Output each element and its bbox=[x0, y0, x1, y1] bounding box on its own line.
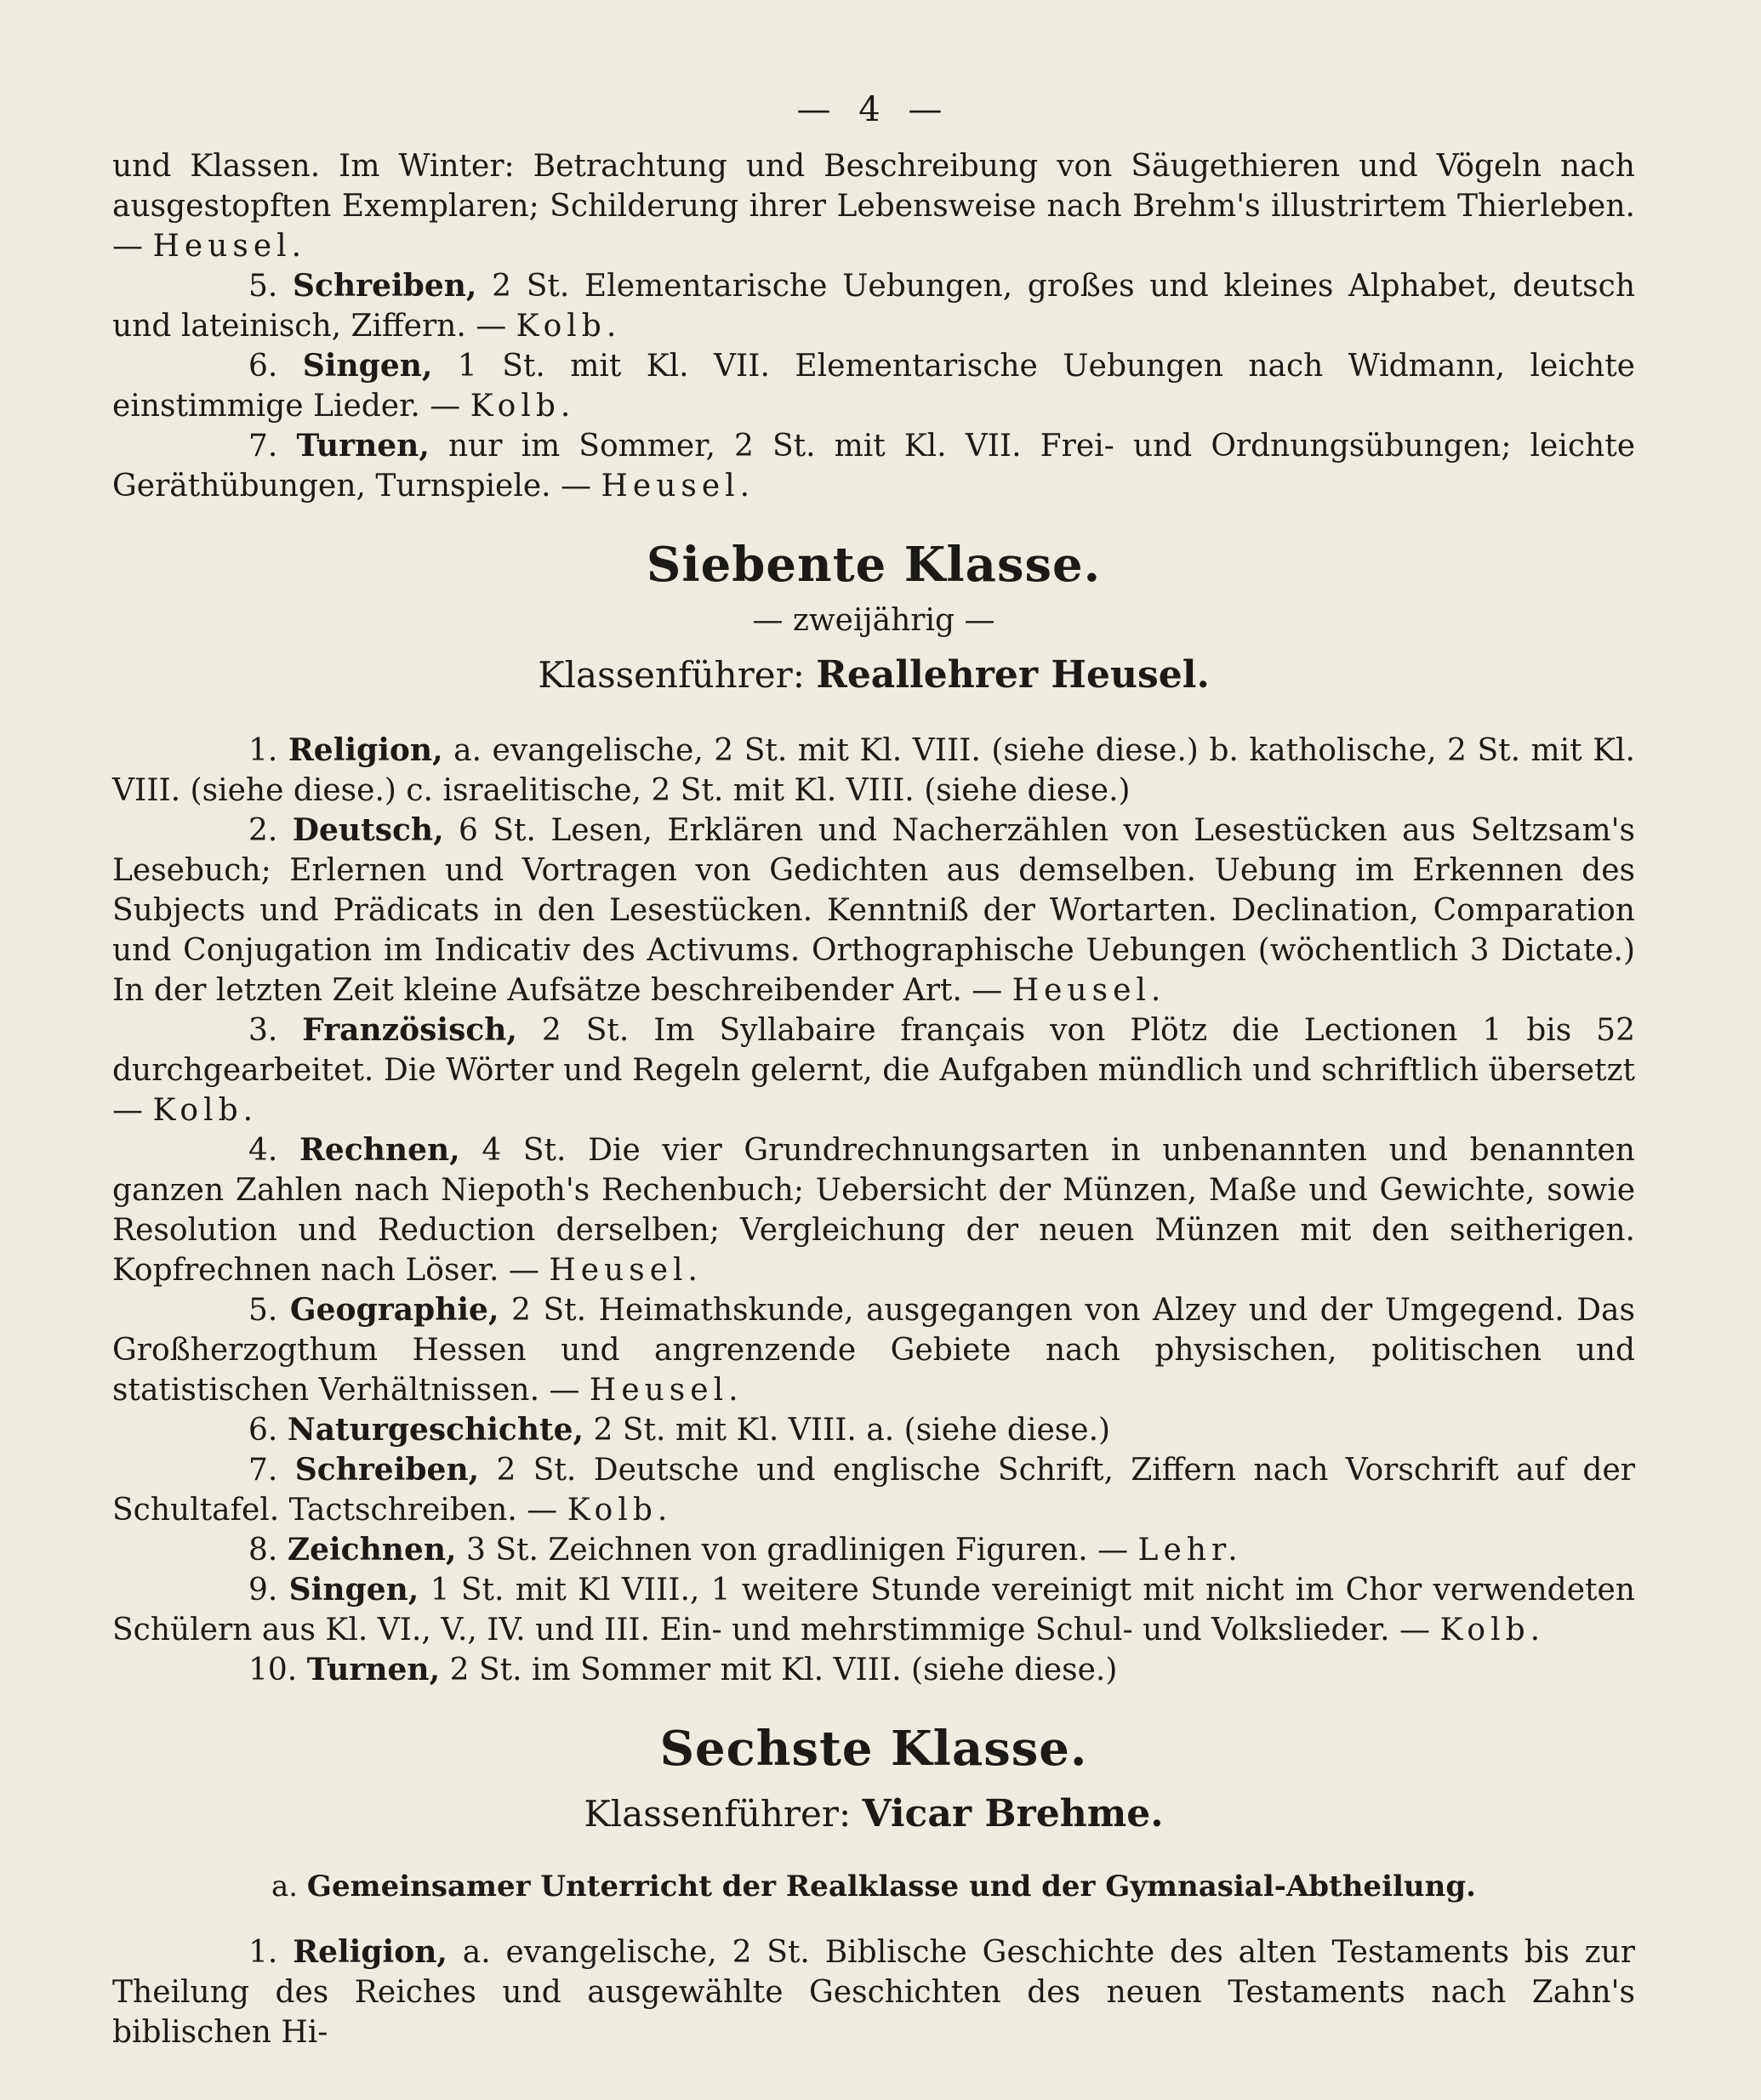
subject-name: Deutsch, bbox=[292, 812, 444, 848]
subject-entry bbox=[112, 1932, 1635, 2052]
leader-label: Klassenführer: bbox=[538, 654, 805, 696]
section-title: Gemeinsamer Unterricht der Realklasse und der Gymnasial-Abtheilung. bbox=[306, 1870, 1476, 1904]
teacher-name: Heusel. bbox=[152, 229, 307, 264]
page-number: — 4 — bbox=[796, 90, 951, 129]
entry-text: 2 St. Elementarische Uebungen, großes und kleines Alphabet, deutsch und lateinisch, Ziffern. — bbox=[112, 269, 1635, 344]
subject-entry bbox=[112, 1650, 1635, 1690]
class-leader bbox=[112, 1792, 1635, 1835]
entry-text: 1 St. mit Kl. VII. Elementarische Uebungen nach Widmann, leichte einstimmige Lieder. — bbox=[112, 349, 1635, 424]
teacher-name: Kolb. bbox=[470, 389, 576, 424]
teacher-name: Kolb. bbox=[152, 1093, 259, 1128]
class-title-sixth: Sechste Klasse. bbox=[659, 1721, 1088, 1777]
teacher-name: Heusel. bbox=[549, 1253, 703, 1288]
section-prefix: a. bbox=[271, 1870, 299, 1904]
leader-name: Reallehrer Heusel. bbox=[816, 653, 1210, 697]
entry-number: 5. bbox=[248, 269, 278, 304]
entry-number: 2. bbox=[248, 813, 278, 848]
teacher-name: Kolb. bbox=[1439, 1613, 1546, 1648]
subject-name: Schreiben, bbox=[294, 1452, 480, 1488]
subject-entry bbox=[112, 1450, 1635, 1530]
subject-name: Schreiben, bbox=[293, 268, 477, 304]
subject-entry bbox=[112, 1530, 1635, 1570]
entry-text: 2 St. Im Syllabaire français von Plötz die Lectionen 1 bis 52 durchgearbeitet. Die Wörter und Regeln gelernt, die Aufgaben mündlich und schriftlich übersetzt — bbox=[112, 1013, 1635, 1128]
entry-text: 2 St. Deutsche und englische Schrift, Ziffern nach Vorschrift auf der Schultafel. Tactschreiben. — bbox=[112, 1453, 1635, 1528]
section-heading bbox=[112, 1870, 1635, 1904]
teacher-name: Heusel. bbox=[589, 1373, 744, 1408]
entry-number: 7. bbox=[248, 429, 278, 464]
duration-note: — zweijährig — bbox=[752, 603, 995, 638]
entry-number: 7. bbox=[248, 1453, 278, 1488]
continuation-text: und Klassen. Im Winter: Betrachtung und Beschreibung von Säugethieren und Vögeln nach ausgestopften Exemplaren; Schilderung ihrer Lebensweise nach Brehm's illustrirtem Thierleben. — bbox=[112, 149, 1635, 264]
subject-entry bbox=[112, 346, 1635, 426]
subject-entry bbox=[112, 266, 1635, 346]
subject-name: Zeichnen, bbox=[287, 1532, 457, 1568]
entry-number: 8. bbox=[248, 1533, 278, 1568]
teacher-name: Kolb. bbox=[516, 309, 622, 344]
entry-text: 2 St. mit Kl. VIII. a. (siehe diese.) bbox=[593, 1413, 1111, 1448]
entry-number: 6. bbox=[248, 349, 278, 384]
entry-text: a. evangelische, 2 St. mit Kl. VIII. (siehe diese.) b. katholische, 2 St. mit Kl. VIII. (siehe diese.) c. israelitische, 2 St. mit Kl. VIII. (siehe diese.) bbox=[112, 733, 1635, 808]
subject-entry bbox=[112, 1570, 1635, 1650]
entry-text: nur im Sommer, 2 St. mit Kl. VII. Frei- und Ordnungsübungen; leichte Geräthübungen, Turnspiele. — bbox=[112, 429, 1635, 504]
subject-name: Religion, bbox=[288, 732, 443, 768]
entry-number: 4. bbox=[248, 1133, 278, 1168]
subject-entry bbox=[112, 1410, 1635, 1450]
leader-label: Klassenführer: bbox=[584, 1793, 852, 1835]
subject-name: Turnen, bbox=[306, 1652, 441, 1687]
class-title-seventh: Siebente Klasse. bbox=[646, 537, 1102, 593]
teacher-name: Heusel. bbox=[1012, 973, 1166, 1008]
subject-name: Singen, bbox=[302, 348, 433, 384]
subject-name: Singen, bbox=[288, 1572, 419, 1608]
entry-number: 3. bbox=[248, 1013, 278, 1048]
subject-entry bbox=[112, 426, 1635, 506]
entry-number: 9. bbox=[248, 1573, 278, 1608]
subject-name: Religion, bbox=[293, 1934, 447, 1970]
entry-text: 2 St. Heimathskunde, ausgegangen von Alzey und der Umgegend. Das Großherzogthum Hessen und angrenzende Gebiete nach physischen, politischen und statistischen Verhältnissen. — bbox=[112, 1293, 1635, 1408]
entry-number: 6. bbox=[248, 1413, 278, 1448]
subject-name: Rechnen, bbox=[299, 1132, 460, 1168]
subject-name: Naturgeschichte, bbox=[287, 1412, 584, 1448]
leader-name: Vicar Brehme. bbox=[862, 1792, 1164, 1835]
subject-name: Turnen, bbox=[296, 428, 430, 464]
subject-entry bbox=[112, 1290, 1635, 1410]
entry-number: 5. bbox=[248, 1293, 278, 1328]
subject-entry bbox=[112, 731, 1635, 811]
entry-text: 4 St. Die vier Grundrechnungsarten in unbenannten und benannten ganzen Zahlen nach Niepoth's Rechenbuch; Uebersicht der Münzen, Maße und Gewichte, sowie Resolution und Reduction derselben; Vergleichung der neuen Münzen mit den seitherigen. Kopfrechnen nach Löser. — bbox=[112, 1133, 1635, 1288]
subject-entry bbox=[112, 811, 1635, 1010]
class-leader bbox=[112, 653, 1635, 697]
continuation-paragraph bbox=[112, 146, 1635, 266]
subject-entry bbox=[112, 1130, 1635, 1290]
entry-text: 6 St. Lesen, Erklären und Nacherzählen von Lesestücken aus Seltzsam's Lesebuch; Erlernen und Vortragen von Gedichten aus demselben. Uebung im Erkennen des Subjects und Prädicats in den Lesestücken. Kenntniß der Wortarten. Declination, Comparation und Conjugation im Indicativ des Activums. Orthographische Uebungen (wöchentlich 3 Dictate.) In der letzten Zeit kleine Aufsätze beschreibender Art. — bbox=[112, 813, 1635, 1008]
entry-number: 1. bbox=[248, 1935, 278, 1970]
subject-name: Geographie, bbox=[289, 1292, 499, 1328]
entry-number: 10. bbox=[248, 1653, 298, 1687]
entry-text: a. evangelische, 2 St. Biblische Geschichte des alten Testaments bis zur Theilung des Reiches und ausgewählte Geschichten des neuen Testaments nach Zahn's biblischen Hi- bbox=[112, 1935, 1635, 2050]
entry-text: 2 St. im Sommer mit Kl. VIII. (siehe diese.) bbox=[449, 1653, 1118, 1687]
teacher-name: Heusel. bbox=[601, 469, 755, 504]
subject-name: Französisch, bbox=[302, 1012, 517, 1048]
entry-number: 1. bbox=[248, 733, 278, 768]
subject-entry bbox=[112, 1010, 1635, 1130]
teacher-name: Lehr. bbox=[1137, 1533, 1243, 1568]
teacher-name: Kolb. bbox=[567, 1493, 673, 1528]
entry-text: 3 St. Zeichnen von gradlinigen Figuren. — bbox=[466, 1533, 1129, 1568]
entry-text: 1 St. mit Kl VIII., 1 weitere Stunde vereinigt mit nicht im Chor verwendeten Schülern aus Kl. VI., V., IV. und III. Ein- und mehrstimmige Schul- und Volkslieder. — bbox=[112, 1573, 1635, 1648]
